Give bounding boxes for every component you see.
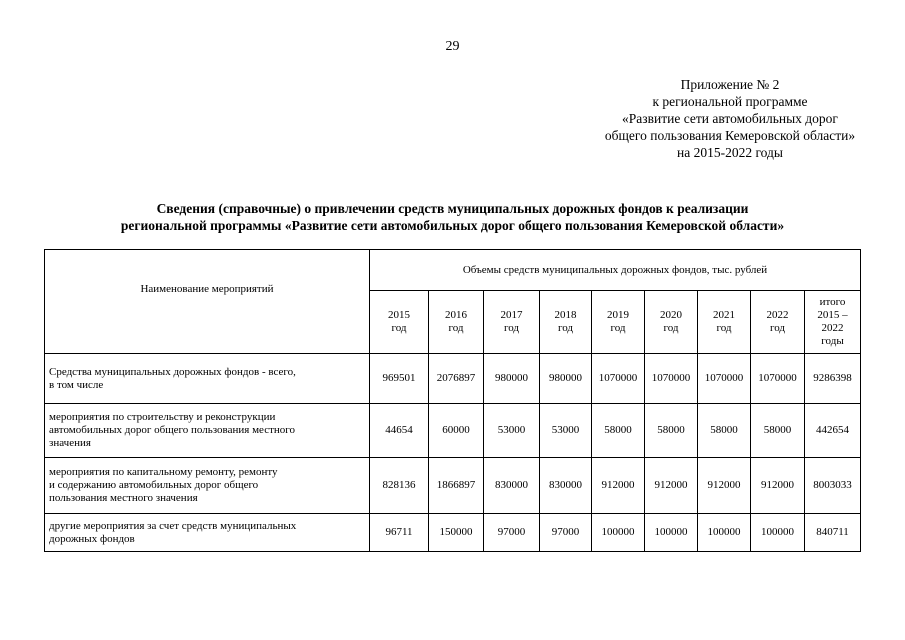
value-cell: 96711 <box>370 514 429 552</box>
activity-name-line: пользования местного значения <box>49 492 198 504</box>
value-cell: 58000 <box>592 404 645 458</box>
year-column-header <box>698 291 751 354</box>
year-header-line: 2022 <box>766 309 789 321</box>
value-cell: 58000 <box>698 404 751 458</box>
value-cell: 53000 <box>484 404 540 458</box>
appendix-header <box>560 76 900 161</box>
year-column-header <box>751 291 805 354</box>
activity-name-line: автомобильных дорог общего пользования местного <box>49 424 296 436</box>
document-title <box>0 200 905 234</box>
value-cell: 828136 <box>370 458 429 514</box>
value-cell: 1070000 <box>645 354 698 404</box>
activity-name-line: значения <box>49 437 91 449</box>
value-cell: 1070000 <box>751 354 805 404</box>
table-row <box>45 458 861 514</box>
appendix-line: Приложение № 2 <box>680 77 780 92</box>
year-header-line: год <box>769 322 786 334</box>
activity-name-line: в том числе <box>49 378 104 391</box>
year-header-line: 2020 <box>660 309 682 321</box>
table-row <box>45 514 861 552</box>
value-cell: 1866897 <box>429 458 484 514</box>
appendix-line: «Развитие сети автомобильных дорог <box>622 111 838 126</box>
value-cell: 100000 <box>698 514 751 552</box>
value-cell: 44654 <box>370 404 429 458</box>
value-cell: 980000 <box>540 354 592 404</box>
year-header-line: 2018 <box>554 309 577 321</box>
value-cell: 100000 <box>645 514 698 552</box>
activity-name-line: дорожных фондов <box>49 532 135 545</box>
value-cell: 8003033 <box>805 458 861 514</box>
value-cell: 442654 <box>805 404 861 458</box>
activity-name-cell <box>45 458 370 514</box>
year-header-line: годы <box>821 335 844 347</box>
value-cell: 100000 <box>592 514 645 552</box>
volume-group-header: Объемы средств муниципальных дорожных фондов, тыс. рублей <box>370 250 861 291</box>
value-cell: 1070000 <box>592 354 645 404</box>
value-cell: 830000 <box>484 458 540 514</box>
value-cell: 60000 <box>429 404 484 458</box>
value-cell: 53000 <box>540 404 592 458</box>
value-cell: 912000 <box>645 458 698 514</box>
value-cell: 9286398 <box>805 354 861 404</box>
activity-name-cell <box>45 354 370 404</box>
appendix-line: на 2015-2022 годы <box>677 145 783 160</box>
year-header-line: 2019 <box>607 309 629 321</box>
table-row <box>45 404 861 458</box>
value-cell: 100000 <box>751 514 805 552</box>
year-column-header <box>370 291 429 354</box>
year-header-line: год <box>391 322 407 334</box>
value-cell: 840711 <box>805 514 861 552</box>
funds-table <box>44 249 861 552</box>
value-cell: 58000 <box>645 404 698 458</box>
table-row <box>45 354 861 404</box>
year-column-header <box>484 291 540 354</box>
year-header-line: год <box>663 322 679 334</box>
page-number: 29 <box>445 39 460 54</box>
year-header-line: год <box>557 322 574 334</box>
year-header-line: итого <box>819 296 846 308</box>
year-header-line: год <box>503 322 520 334</box>
activity-name-line: Средства муниципальных дорожных фондов - всего, <box>49 365 296 378</box>
value-cell: 58000 <box>751 404 805 458</box>
activity-name-cell <box>45 404 370 458</box>
value-cell: 969501 <box>370 354 429 404</box>
activity-name-cell <box>45 514 370 552</box>
year-header-line: 2015 <box>388 309 410 321</box>
value-cell: 912000 <box>698 458 751 514</box>
value-cell: 1070000 <box>698 354 751 404</box>
appendix-line: к региональной программе <box>652 94 808 109</box>
value-cell: 912000 <box>592 458 645 514</box>
year-column-header <box>645 291 698 354</box>
activity-name-line: и содержанию автомобильных дорог общего <box>49 479 259 491</box>
year-header-line: год <box>716 322 732 334</box>
value-cell: 830000 <box>540 458 592 514</box>
title-line: региональной программы «Развитие сети автомобильных дорог общего пользования Кемеровской области» <box>120 218 785 233</box>
year-header-line: 2017 <box>500 309 523 321</box>
year-column-header <box>592 291 645 354</box>
year-column-header <box>429 291 484 354</box>
year-header-line: год <box>610 322 626 334</box>
value-cell: 980000 <box>484 354 540 404</box>
value-cell: 912000 <box>751 458 805 514</box>
year-header-line: 2015 – <box>817 309 848 321</box>
value-cell: 97000 <box>484 514 540 552</box>
value-cell: 97000 <box>540 514 592 552</box>
year-header-line: 2016 <box>445 309 467 321</box>
name-column-header: Наименование мероприятий <box>45 250 370 354</box>
activity-name-line: другие мероприятия за счет средств муниципальных <box>49 519 297 532</box>
appendix-line: общего пользования Кемеровской области» <box>604 128 856 143</box>
year-column-header <box>805 291 861 354</box>
title-line: Сведения (справочные) о привлечении средств муниципальных дорожных фондов к реализации <box>156 201 749 216</box>
year-header-line: год <box>448 322 464 334</box>
value-cell: 150000 <box>429 514 484 552</box>
activity-name-line: мероприятия по строительству и реконструкции <box>49 411 276 423</box>
activity-name-line: мероприятия по капитальному ремонту, ремонту <box>49 466 278 478</box>
table-body <box>45 354 861 552</box>
year-column-header <box>540 291 592 354</box>
year-header-line: 2022 <box>821 322 844 334</box>
value-cell: 2076897 <box>429 354 484 404</box>
year-header-line: 2021 <box>713 309 735 321</box>
